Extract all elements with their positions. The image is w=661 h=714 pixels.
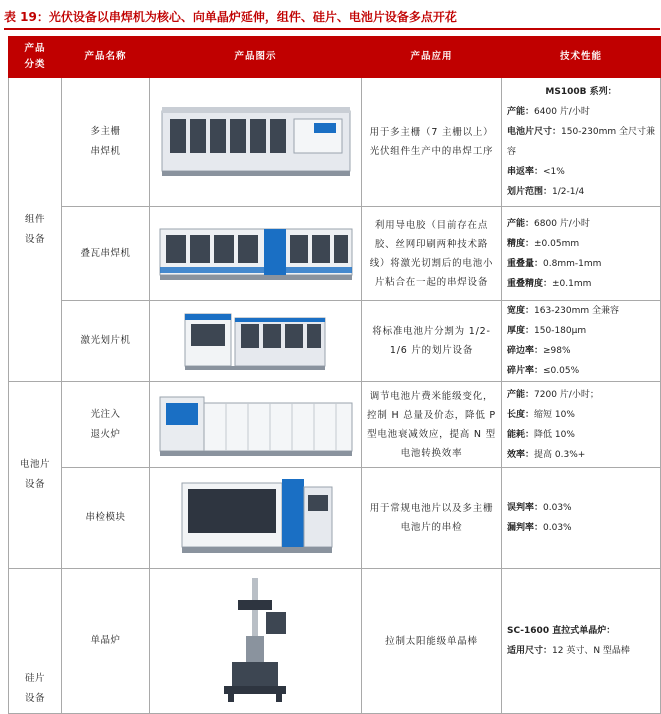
spec-value: ≤0.05% <box>543 366 580 376</box>
header-application: 产品应用 <box>362 37 502 78</box>
product-application: 利用导电胶（目前存在点胶、丝网印刷两种技术路线）将激光切割后的电池小片粘合在一起的串焊设备 <box>362 207 502 301</box>
spec-value: ±0.1mm <box>552 278 592 289</box>
spec-value: 6400 片/小时 <box>534 107 590 117</box>
spec-key: 误判率： <box>507 503 544 513</box>
header-category <box>9 37 62 78</box>
crystal-furnace-image <box>150 569 362 714</box>
product-name <box>62 78 150 207</box>
product-spec <box>502 301 661 382</box>
spec-key: 产能： <box>507 218 535 229</box>
product-application: 拉制太阳能级单晶棒 <box>362 569 502 714</box>
product-application: 调节电池片费米能级变化，控制 H 总量及价态，降低 P 型电池衰减效应，提高 N 型电池转换效率 <box>362 382 502 468</box>
category-cell-line-1: 电池片 <box>19 459 50 470</box>
spec-key: 厚度： <box>507 326 535 336</box>
shingled-stringer-image <box>150 207 362 301</box>
product-name-line-1: 多主栅 <box>90 126 121 137</box>
spec-value: 163-230mm 全兼容 <box>534 306 620 316</box>
spec-line <box>507 274 655 294</box>
product-name <box>62 382 150 468</box>
product-name-line-1: 光注入 <box>90 408 121 420</box>
table-row <box>9 468 661 569</box>
product-name <box>62 468 150 569</box>
spec-line <box>507 385 655 405</box>
spec-line <box>507 425 655 445</box>
spec-line <box>507 341 655 361</box>
spec-line <box>507 301 655 321</box>
product-spec <box>502 468 661 569</box>
spec-key: 效率： <box>507 449 535 460</box>
product-name <box>62 207 150 301</box>
title-rule <box>4 28 660 30</box>
string-inspection-image <box>150 468 362 569</box>
spec-key: 能耗： <box>507 429 535 440</box>
spec-key: 长度： <box>507 409 535 420</box>
category-module-line-2: 设备 <box>24 233 45 245</box>
spec-line <box>507 518 655 538</box>
header-category-line-1: 产品 <box>24 43 46 54</box>
spec-key: 重叠量： <box>507 258 544 269</box>
header-category-line-2: 分类 <box>24 59 46 70</box>
spec-key: 电池片尺寸： <box>507 127 562 137</box>
spec-line <box>507 214 655 234</box>
spec-line <box>507 102 655 122</box>
spec-heading: SC-1600 直拉式单晶炉： <box>507 626 616 636</box>
header-image: 产品图示 <box>150 37 362 78</box>
spec-line <box>507 498 655 518</box>
spec-key: 精度： <box>507 238 535 249</box>
product-name-line-2: 串焊机 <box>90 146 121 157</box>
spec-key: 碎片率： <box>507 366 544 376</box>
product-application: 用于多主栅（7 主栅以上）光伏组件生产中的串焊工序 <box>362 78 502 207</box>
spec-value: 0.03% <box>543 503 572 513</box>
spec-key: 漏判率： <box>507 523 544 533</box>
spec-value: 缩短 10% <box>534 409 575 420</box>
spec-value: ±0.05mm <box>534 238 580 249</box>
product-name <box>62 569 150 714</box>
header-spec: 技术性能 <box>502 37 661 78</box>
product-spec <box>502 78 661 207</box>
spec-key: 串返率： <box>507 167 544 177</box>
spec-key: 划片范围： <box>507 187 553 197</box>
spec-heading: MS100B 系列： <box>545 87 617 97</box>
category-cell-line-2: 设备 <box>24 479 45 490</box>
table-row <box>9 78 661 207</box>
spec-line <box>507 122 655 162</box>
spec-line <box>507 182 655 202</box>
spec-line <box>507 445 655 465</box>
spec-value: 12 英寸、N 型晶棒 <box>552 646 630 656</box>
equipment-table <box>8 36 661 714</box>
spec-value: 150-230mm 全尺寸兼容 <box>507 127 656 157</box>
spec-line <box>507 234 655 254</box>
spec-value: 7200 片/小时； <box>534 389 599 400</box>
category-wafer-line-2: 设备 <box>24 693 45 704</box>
header-name: 产品名称 <box>62 37 150 78</box>
annealing-furnace-image <box>150 382 362 468</box>
product-name-line-1: 叠瓦串焊机 <box>80 247 131 259</box>
category-cell <box>9 382 62 569</box>
spec-line <box>507 162 655 182</box>
table-row <box>9 301 661 382</box>
spec-key: 产能： <box>507 389 535 400</box>
spec-key: 碎边率： <box>507 346 544 356</box>
laser-scriber-image <box>150 301 362 382</box>
spec-value: 降低 10% <box>534 429 575 440</box>
spec-value: 0.8mm-1mm <box>543 258 602 269</box>
product-spec <box>502 207 661 301</box>
spec-value: 1/2-1/4 <box>552 187 585 197</box>
spec-value: 6800 片/小时 <box>534 218 590 229</box>
spec-value: 150-180μm <box>534 326 587 336</box>
product-name-line-1: 激光划片机 <box>80 335 131 346</box>
spec-value: ≥98% <box>543 346 571 356</box>
spec-line <box>507 405 655 425</box>
spec-line <box>507 254 655 274</box>
category-wafer <box>9 569 62 714</box>
spec-line <box>507 361 655 381</box>
spec-value: 提高 0.3%+ <box>534 449 586 460</box>
table-row <box>9 207 661 301</box>
spec-value: 0.03% <box>543 523 572 533</box>
spec-line <box>507 641 655 661</box>
category-wafer-line-1: 硅片 <box>24 673 45 684</box>
spec-line <box>507 321 655 341</box>
product-name-line-2: 退火炉 <box>90 428 121 440</box>
product-name-line-1: 串检模块 <box>85 512 126 523</box>
product-name <box>62 301 150 382</box>
product-spec <box>502 569 661 714</box>
stringer-machine-image <box>150 78 362 207</box>
table-header-row <box>9 37 661 78</box>
table-row <box>9 382 661 468</box>
product-application: 用于常规电池片以及多主栅电池片的串检 <box>362 468 502 569</box>
spec-key: 宽度： <box>507 306 535 316</box>
table-title: 表 19：光伏设备以串焊机为核心、向单晶炉延伸，组件、硅片、电池片设备多点开花 <box>4 10 457 24</box>
product-name-line-1: 单晶炉 <box>90 635 121 646</box>
spec-value: <1% <box>543 167 565 177</box>
spec-key: 适用尺寸： <box>507 646 553 656</box>
table-row <box>9 569 661 714</box>
category-module <box>9 78 62 382</box>
spec-key: 重叠精度： <box>507 278 553 289</box>
product-spec <box>502 382 661 468</box>
product-application: 将标准电池片分割为 1/2-1/6 片的划片设备 <box>362 301 502 382</box>
category-module-line-1: 组件 <box>24 213 45 225</box>
spec-key: 产能： <box>507 107 535 117</box>
